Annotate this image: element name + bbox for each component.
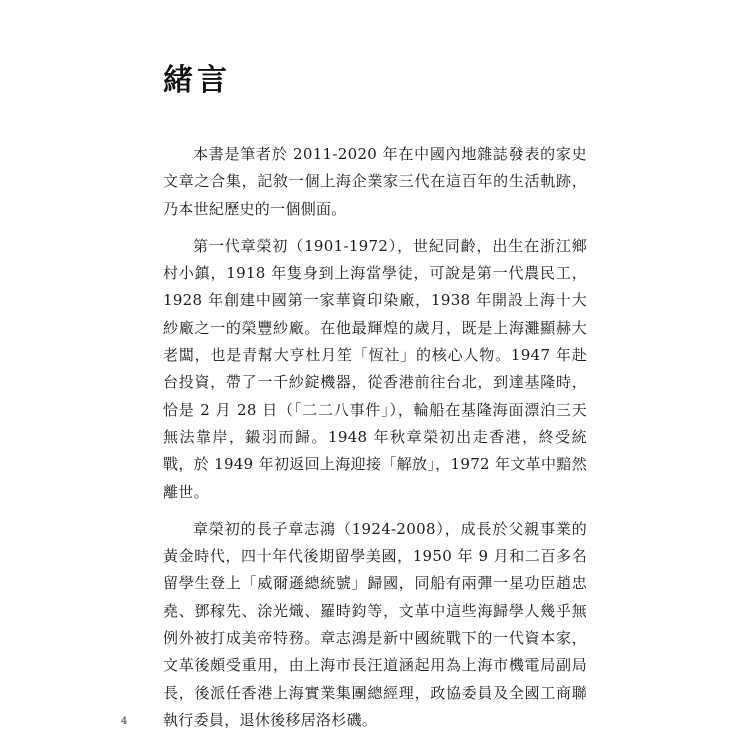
page-number: 4 — [121, 716, 128, 727]
chapter-title: 緒言 — [163, 63, 231, 98]
body-text — [163, 141, 587, 744]
paragraph-second-generation: 章榮初的長子章志鴻（1924-2008），成長於父親事業的黃金時代，四十年代後期留學美國，1950 年 9 月和二百多名留學生登上「威爾遜總統號」歸國，同船有兩彈一星功臣趙忠堯、鄧稼先、涂光熾、羅時鈞等，文革中這些海歸學人幾乎無例外被打成美帝特務。章志鴻是新中國統戰下的一代資本家，文革後頗受重用，由上海市長汪道涵起用為上海市機電局副局長，後派任香港上海實業集團總經理，政協委員及全國工商聯執行委員，退休後移居洛杉磯。 — [163, 519, 587, 729]
right-margin — [643, 0, 750, 750]
paragraph-intro: 本書是筆者於 2011-2020 年在中國內地雜誌發表的家史文章之合集，記敘一個上海企業家三代在這百年的生活軌跡，乃本世紀歷史的一個側面。 — [163, 145, 587, 218]
paragraph-first-generation: 第一代章榮初（1901-1972），世紀同齡，出生在浙江鄉村小鎮，1918 年隻身到上海當學徒，可說是第一代農民工，1928 年創建中國第一家華資印染廠，1938 年開設上海十大紗廠之一的榮豐紗廠。在他最輝煌的歲月，既是上海灘顯赫大老闆，也是青幫大亨杜月笙「恆社」的核心人物。1947 年赴台投資，帶了一千紗錠機器，從香港前往台北，到達基隆時，恰是 2 月 28 日（「二二八事件」），輪船在基隆海面漂泊三天無法靠岸，鎩羽而歸。1948 年秋章榮初出走香港，終受統戰，於 1949 年初返回上海迎接「解放」，1972 年文革中黯然離世。 — [163, 236, 587, 501]
top-margin — [0, 0, 750, 45]
left-margin — [0, 45, 143, 750]
